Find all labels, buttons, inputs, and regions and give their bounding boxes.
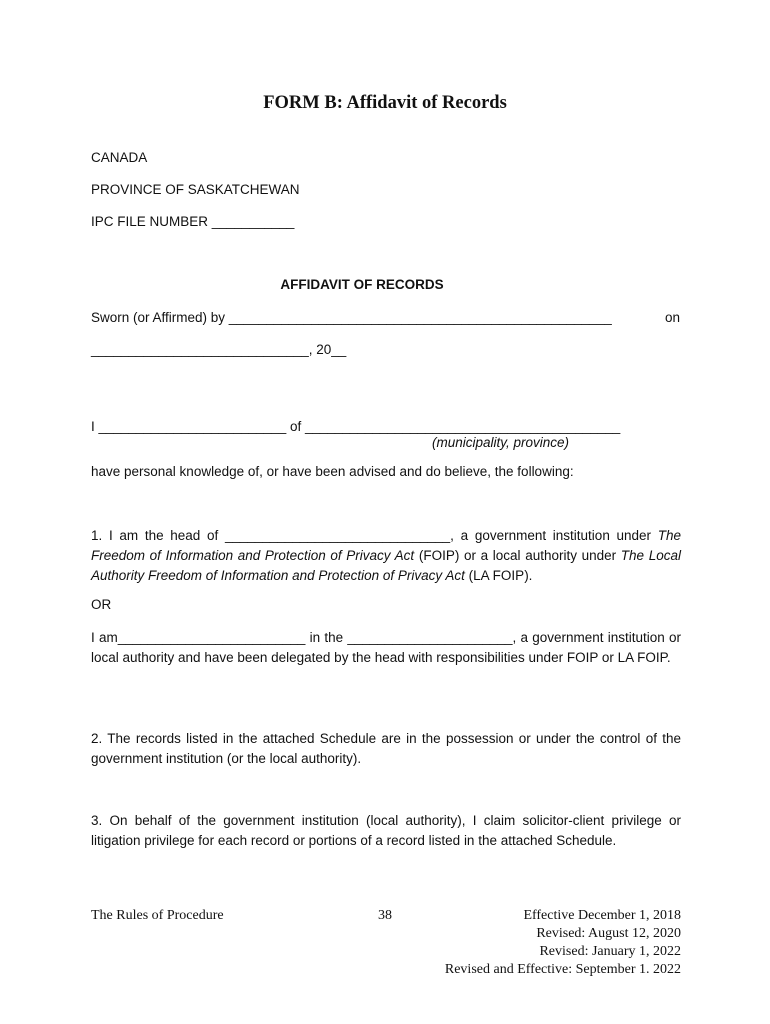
- footer-title: The Rules of Procedure: [91, 908, 224, 923]
- identity-line: I _________________________ of __________________________________________: [91, 419, 621, 434]
- footer-revised-2: Revised: January 1, 2022: [539, 944, 681, 959]
- clause-3: 3. On behalf of the government institution (local authority), I claim solicitor-client privilege or litigation privilege for each record or portions of a record listed in the attached Schedule.: [91, 813, 681, 848]
- or-separator: OR: [91, 597, 112, 612]
- clause-1-part-2: (FOIP) or a local authority under: [414, 548, 621, 563]
- form-title: FORM B: Affidavit of Records: [263, 93, 507, 113]
- file-number-line: IPC FILE NUMBER ___________: [91, 214, 295, 229]
- footer-effective-date: Effective December 1, 2018: [523, 908, 681, 923]
- page-number: 38: [378, 908, 392, 923]
- sworn-on-label: on: [665, 310, 681, 325]
- affidavit-heading: AFFIDAVIT OF RECORDS: [280, 277, 444, 292]
- municipality-caption: (municipality, province): [432, 435, 570, 450]
- foip-act-name: The Freedom of Information and Protection of Privacy Act: [91, 528, 681, 563]
- clause-1-alternative: I am_________________________ in the ______________________, a government institution or local authority and have been delegated by the head with responsibilities under FOIP or LA FOIP.: [91, 630, 681, 665]
- sworn-by-line: Sworn (or Affirmed) by ___________________________________________________: [91, 310, 612, 325]
- clause-1-part-3: (LA FOIP).: [464, 568, 533, 583]
- clause-1: [91, 526, 681, 586]
- clause-2: 2. The records listed in the attached Schedule are in the possession or under the control of the government institution (or the local authority).: [91, 731, 681, 766]
- province-line: PROVINCE OF SASKATCHEWAN: [91, 182, 300, 197]
- sworn-date-line: _____________________________, 20__: [91, 342, 347, 357]
- country-line: CANADA: [91, 150, 148, 165]
- knowledge-statement: have personal knowledge of, or have been advised and do believe, the following:: [91, 464, 574, 479]
- la-foip-act-name: The Local Authority Freedom of Information and Protection of Privacy Act: [91, 548, 681, 583]
- footer-revised-3: Revised and Effective: September 1. 2022: [444, 962, 681, 977]
- footer-revised-1: Revised: August 12, 2020: [536, 926, 681, 941]
- clause-1-part-1: 1. I am the head of ______________________________, a government institution under: [91, 528, 658, 543]
